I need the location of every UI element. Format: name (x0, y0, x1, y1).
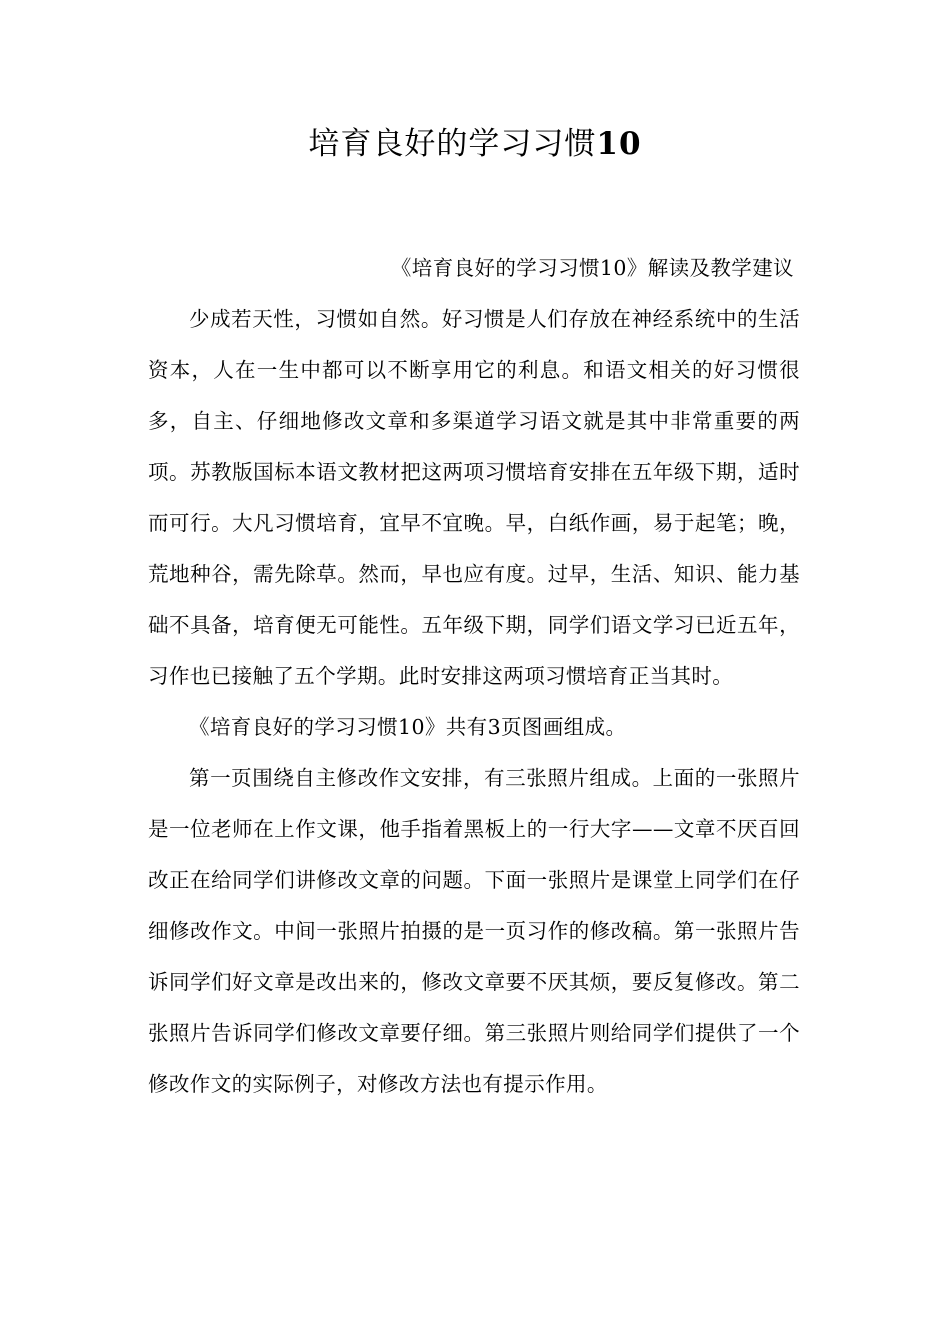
document-subtitle: 《培育良好的学习习惯10》解读及教学建议 (390, 256, 794, 280)
title-text: 培育良好的学习习惯 (308, 126, 597, 162)
paragraph-overview: 《培育良好的学习习惯10》共有3页图画组成。 (189, 715, 627, 739)
title-number: 10 (596, 126, 642, 162)
document-title (0, 122, 950, 166)
paragraph-page-one: 第一页围绕自主修改作文安排，有三张照片组成。上面的一张照片是一位老师在上作文课，他手指着黑板上的一行大字——文章不厌百回改正在给同学们讲修改文章的问题。下面一张照片是课堂上同学们在仔细修改作文。中间一张照片拍摄的是一页习作的修改稿。第一张照片告诉同学们好文章是改出来的，修改文章要不厌其烦，要反复修改。第二张照片告诉同学们修改文章要仔细。第三张照片则给同学们提供了一个修改作文的实际例子，对修改方法也有提示作用。 (148, 766, 800, 1096)
paragraph-intro: 少成若天性，习惯如自然。好习惯是人们存放在神经系统中的生活资本，人在一生中都可以不断享用它的利息。和语文相关的好习惯很多，自主、仔细地修改文章和多渠道学习语文就是其中非常重要的两项。苏教版国标本语文教材把这两项习惯培育安排在五年级下期，适时而可行。大凡习惯培育，宜早不宜晚。早，白纸作画，易于起笔；晚，荒地种谷，需先除草。然而，早也应有度。过早，生活、知识、能力基础不具备，培育便无可能性。五年级下期，同学们语文学习已近五年，习作也已接触了五个学期。此时安排这两项习惯培育正当其时。 (148, 307, 800, 688)
document-body (148, 243, 800, 1110)
